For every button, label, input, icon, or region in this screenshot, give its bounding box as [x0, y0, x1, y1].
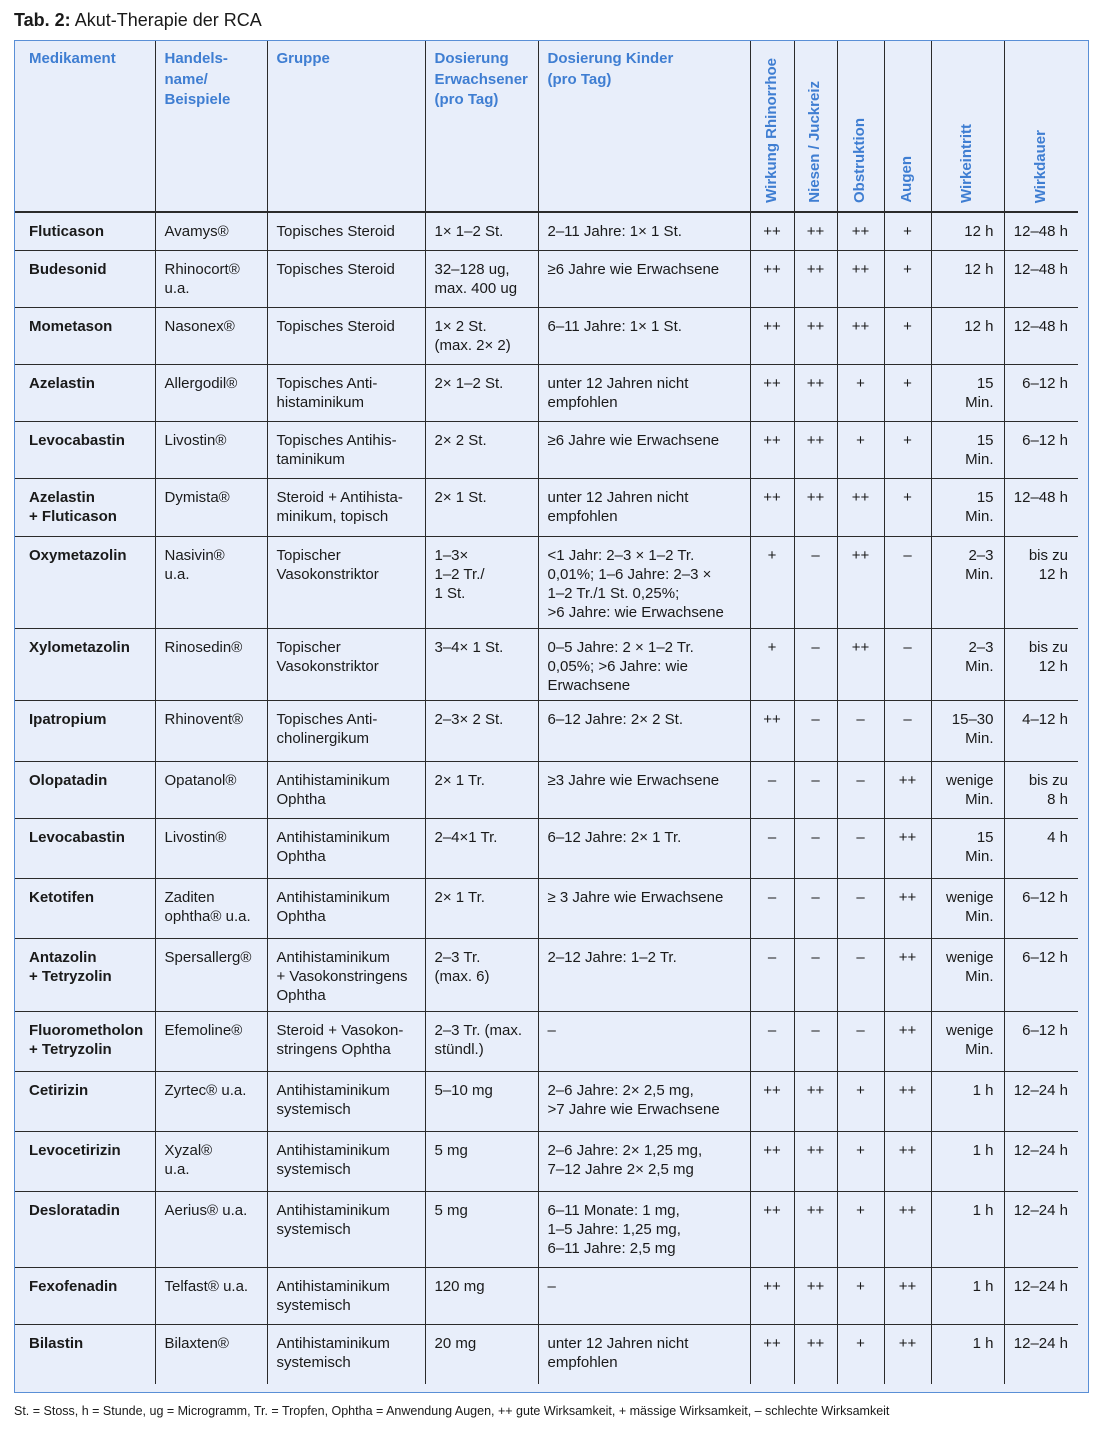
table-row: [15, 1267, 1078, 1324]
cell-obstruktion: ++: [837, 250, 884, 307]
cell-niesen-juckreiz: –: [794, 700, 837, 761]
cell-handelsname: Rinosedin®: [155, 628, 267, 700]
cell-medikament: Cetirizin: [15, 1071, 155, 1131]
cell-wirkdauer: 12–48 h: [1004, 212, 1078, 250]
header-dosierung-kinder: Dosierung Kinder (pro Tag): [538, 41, 750, 212]
table-row: [15, 1324, 1078, 1384]
cell-wirkdauer: 12–24 h: [1004, 1267, 1078, 1324]
table-frame: [14, 40, 1089, 1393]
cell-dosierung-erwachsene: 5–10 mg: [425, 1071, 538, 1131]
cell-wirkeintritt: 15 Min.: [931, 478, 1004, 536]
cell-wirkdauer: 12–24 h: [1004, 1191, 1078, 1267]
cell-handelsname: Allergodil®: [155, 364, 267, 421]
table-caption: [14, 10, 262, 31]
cell-augen: ++: [884, 1267, 931, 1324]
cell-wirkeintritt: 15–30 Min.: [931, 700, 1004, 761]
cell-augen: +: [884, 421, 931, 478]
cell-dosierung-erwachsene: 1× 2 St. (max. 2× 2): [425, 307, 538, 364]
cell-dosierung-erwachsene: 3–4× 1 St.: [425, 628, 538, 700]
cell-dosierung-kinder: ≥ 3 Jahre wie Erwachsene: [538, 878, 750, 938]
cell-augen: +: [884, 307, 931, 364]
cell-gruppe: Antihistaminikum Ophtha: [267, 818, 425, 878]
cell-wirkeintritt: wenige Min.: [931, 938, 1004, 1011]
header-wirkdauer: Wirkdauer: [1004, 41, 1078, 212]
cell-dosierung-erwachsene: 2–3× 2 St.: [425, 700, 538, 761]
cell-medikament: Desloratadin: [15, 1191, 155, 1267]
cell-dosierung-kinder: unter 12 Jahren nicht empfohlen: [538, 364, 750, 421]
cell-niesen-juckreiz: ++: [794, 1131, 837, 1191]
cell-augen: ++: [884, 878, 931, 938]
header-row: [15, 41, 1078, 212]
cell-dosierung-kinder: unter 12 Jahren nicht empfohlen: [538, 478, 750, 536]
table-row: [15, 1011, 1078, 1071]
cell-augen: –: [884, 700, 931, 761]
cell-wirkdauer: 6–12 h: [1004, 421, 1078, 478]
cell-gruppe: Steroid + Antihista- minikum, topisch: [267, 478, 425, 536]
cell-gruppe: Antihistaminikum Ophtha: [267, 761, 425, 818]
cell-niesen-juckreiz: –: [794, 628, 837, 700]
table-row: [15, 478, 1078, 536]
cell-gruppe: Antihistaminikum systemisch: [267, 1267, 425, 1324]
cell-wirkdauer: 12–24 h: [1004, 1324, 1078, 1384]
cell-augen: ++: [884, 1071, 931, 1131]
cell-dosierung-erwachsene: 2–3 Tr. (max. stündl.): [425, 1011, 538, 1071]
cell-gruppe: Topisches Antihis- taminikum: [267, 421, 425, 478]
cell-gruppe: Antihistaminikum systemisch: [267, 1131, 425, 1191]
cell-obstruktion: –: [837, 700, 884, 761]
cell-augen: ++: [884, 761, 931, 818]
cell-wirkdauer: 12–48 h: [1004, 307, 1078, 364]
caption-title: Akut-Therapie der RCA: [74, 10, 262, 30]
cell-medikament: Oxymetazolin: [15, 536, 155, 628]
caption-label: Tab. 2:: [14, 10, 71, 30]
cell-handelsname: Zaditen ophtha® u.a.: [155, 878, 267, 938]
cell-wirkdauer: 12–48 h: [1004, 250, 1078, 307]
cell-niesen-juckreiz: ++: [794, 1324, 837, 1384]
cell-niesen-juckreiz: ++: [794, 1071, 837, 1131]
cell-dosierung-erwachsene: 20 mg: [425, 1324, 538, 1384]
cell-handelsname: Dymista®: [155, 478, 267, 536]
header-gruppe: Gruppe: [267, 41, 425, 212]
cell-handelsname: Aerius® u.a.: [155, 1191, 267, 1267]
cell-augen: ++: [884, 818, 931, 878]
header-obstruktion: Obstruktion: [837, 41, 884, 212]
cell-medikament: Budesonid: [15, 250, 155, 307]
cell-wirkdauer: bis zu 12 h: [1004, 628, 1078, 700]
table-row: [15, 364, 1078, 421]
cell-medikament: Olopatadin: [15, 761, 155, 818]
cell-gruppe: Topisches Steroid: [267, 212, 425, 250]
cell-dosierung-kinder: 0–5 Jahre: 2 × 1–2 Tr. 0,05%; >6 Jahre: wie Erwachsene: [538, 628, 750, 700]
cell-niesen-juckreiz: ++: [794, 250, 837, 307]
cell-gruppe: Topisches Steroid: [267, 250, 425, 307]
cell-niesen-juckreiz: ++: [794, 1267, 837, 1324]
cell-dosierung-erwachsene: 2–3 Tr. (max. 6): [425, 938, 538, 1011]
cell-medikament: Bilastin: [15, 1324, 155, 1384]
cell-handelsname: Spersallerg®: [155, 938, 267, 1011]
cell-medikament: Mometason: [15, 307, 155, 364]
table-row: [15, 938, 1078, 1011]
cell-dosierung-kinder: 6–12 Jahre: 2× 2 St.: [538, 700, 750, 761]
cell-augen: ++: [884, 1324, 931, 1384]
table-row: [15, 1071, 1078, 1131]
cell-wirkdauer: 12–24 h: [1004, 1131, 1078, 1191]
cell-augen: +: [884, 212, 931, 250]
table-row: [15, 536, 1078, 628]
cell-handelsname: Livostin®: [155, 818, 267, 878]
table-row: [15, 307, 1078, 364]
cell-augen: +: [884, 364, 931, 421]
cell-medikament: Levocetirizin: [15, 1131, 155, 1191]
cell-dosierung-erwachsene: 120 mg: [425, 1267, 538, 1324]
cell-dosierung-kinder: 2–6 Jahre: 2× 2,5 mg, >7 Jahre wie Erwachsene: [538, 1071, 750, 1131]
cell-wirkdauer: 6–12 h: [1004, 938, 1078, 1011]
cell-obstruktion: +: [837, 1267, 884, 1324]
cell-obstruktion: –: [837, 1011, 884, 1071]
cell-rhinorrhoe: ++: [750, 421, 794, 478]
cell-rhinorrhoe: –: [750, 1011, 794, 1071]
cell-rhinorrhoe: ++: [750, 212, 794, 250]
cell-dosierung-erwachsene: 2× 1–2 St.: [425, 364, 538, 421]
cell-wirkdauer: 12–48 h: [1004, 478, 1078, 536]
cell-medikament: Fluorometholon + Tetryzolin: [15, 1011, 155, 1071]
cell-obstruktion: +: [837, 364, 884, 421]
cell-gruppe: Topischer Vasokonstriktor: [267, 536, 425, 628]
cell-dosierung-kinder: 6–12 Jahre: 2× 1 Tr.: [538, 818, 750, 878]
cell-obstruktion: +: [837, 1324, 884, 1384]
cell-handelsname: Rhinocort® u.a.: [155, 250, 267, 307]
cell-rhinorrhoe: ++: [750, 250, 794, 307]
cell-wirkeintritt: 15 Min.: [931, 818, 1004, 878]
cell-handelsname: Rhinovent®: [155, 700, 267, 761]
cell-rhinorrhoe: –: [750, 818, 794, 878]
cell-obstruktion: –: [837, 938, 884, 1011]
cell-wirkdauer: 4 h: [1004, 818, 1078, 878]
cell-medikament: Levocabastin: [15, 421, 155, 478]
cell-augen: –: [884, 536, 931, 628]
cell-gruppe: Topisches Anti- histaminikum: [267, 364, 425, 421]
cell-obstruktion: –: [837, 818, 884, 878]
cell-wirkdauer: 6–12 h: [1004, 364, 1078, 421]
table-row: [15, 761, 1078, 818]
cell-dosierung-erwachsene: 2× 1 Tr.: [425, 761, 538, 818]
cell-rhinorrhoe: –: [750, 761, 794, 818]
cell-gruppe: Antihistaminikum Ophtha: [267, 878, 425, 938]
cell-augen: ++: [884, 938, 931, 1011]
cell-obstruktion: ++: [837, 212, 884, 250]
cell-wirkeintritt: 12 h: [931, 212, 1004, 250]
cell-rhinorrhoe: ++: [750, 364, 794, 421]
cell-medikament: Antazolin + Tetryzolin: [15, 938, 155, 1011]
cell-obstruktion: +: [837, 1071, 884, 1131]
cell-dosierung-erwachsene: 2× 1 Tr.: [425, 878, 538, 938]
cell-dosierung-kinder: ≥6 Jahre wie Erwachsene: [538, 421, 750, 478]
cell-dosierung-kinder: –: [538, 1267, 750, 1324]
cell-wirkeintritt: wenige Min.: [931, 878, 1004, 938]
cell-wirkeintritt: wenige Min.: [931, 761, 1004, 818]
cell-gruppe: Antihistaminikum systemisch: [267, 1191, 425, 1267]
cell-dosierung-kinder: 2–12 Jahre: 1–2 Tr.: [538, 938, 750, 1011]
cell-handelsname: Telfast® u.a.: [155, 1267, 267, 1324]
cell-augen: ++: [884, 1011, 931, 1071]
cell-niesen-juckreiz: –: [794, 818, 837, 878]
cell-gruppe: Topisches Steroid: [267, 307, 425, 364]
cell-dosierung-erwachsene: 1–3× 1–2 Tr./ 1 St.: [425, 536, 538, 628]
cell-niesen-juckreiz: –: [794, 878, 837, 938]
cell-rhinorrhoe: ++: [750, 1267, 794, 1324]
cell-dosierung-kinder: 2–6 Jahre: 2× 1,25 mg, 7–12 Jahre 2× 2,5 mg: [538, 1131, 750, 1191]
cell-augen: ++: [884, 1191, 931, 1267]
cell-niesen-juckreiz: –: [794, 938, 837, 1011]
cell-rhinorrhoe: ++: [750, 1071, 794, 1131]
cell-wirkdauer: 6–12 h: [1004, 878, 1078, 938]
header-wirkeintritt: Wirkeintritt: [931, 41, 1004, 212]
cell-gruppe: Topisches Anti- cholinergikum: [267, 700, 425, 761]
cell-rhinorrhoe: +: [750, 628, 794, 700]
cell-handelsname: Avamys®: [155, 212, 267, 250]
cell-dosierung-kinder: –: [538, 1011, 750, 1071]
cell-dosierung-erwachsene: 2–4×1 Tr.: [425, 818, 538, 878]
cell-wirkeintritt: 1 h: [931, 1071, 1004, 1131]
cell-niesen-juckreiz: –: [794, 536, 837, 628]
cell-niesen-juckreiz: ++: [794, 212, 837, 250]
cell-medikament: Fluticason: [15, 212, 155, 250]
cell-dosierung-kinder: <1 Jahr: 2–3 × 1–2 Tr. 0,01%; 1–6 Jahre: 2–3 × 1–2 Tr./1 St. 0,25%; >6 Jahre: wie Erwachsene: [538, 536, 750, 628]
cell-obstruktion: ++: [837, 307, 884, 364]
cell-gruppe: Topischer Vasokonstriktor: [267, 628, 425, 700]
cell-niesen-juckreiz: ++: [794, 421, 837, 478]
cell-rhinorrhoe: ++: [750, 1131, 794, 1191]
cell-gruppe: Antihistaminikum systemisch: [267, 1071, 425, 1131]
header-dosierung-erwachsene: Dosierung Erwachsener (pro Tag): [425, 41, 538, 212]
cell-niesen-juckreiz: ++: [794, 307, 837, 364]
cell-augen: +: [884, 478, 931, 536]
cell-gruppe: Steroid + Vasokon- stringens Ophtha: [267, 1011, 425, 1071]
cell-medikament: Xylometazolin: [15, 628, 155, 700]
table-row: [15, 878, 1078, 938]
cell-medikament: Azelastin: [15, 364, 155, 421]
cell-dosierung-kinder: ≥3 Jahre wie Erwachsene: [538, 761, 750, 818]
cell-niesen-juckreiz: –: [794, 1011, 837, 1071]
header-handelsname: Handels- name/ Beispiele: [155, 41, 267, 212]
cell-wirkeintritt: 1 h: [931, 1267, 1004, 1324]
cell-niesen-juckreiz: –: [794, 761, 837, 818]
footnote: St. = Stoss, h = Stunde, ug = Microgramm, Tr. = Tropfen, Ophtha = Anwendung Augen, ++ gute Wirksamkeit, + mässige Wirksamkeit, – schlechte Wirksamkeit: [14, 1404, 890, 1418]
cell-wirkeintritt: wenige Min.: [931, 1011, 1004, 1071]
table-row: [15, 250, 1078, 307]
cell-medikament: Ketotifen: [15, 878, 155, 938]
cell-handelsname: Opatanol®: [155, 761, 267, 818]
cell-gruppe: Antihistaminikum systemisch: [267, 1324, 425, 1384]
cell-rhinorrhoe: ++: [750, 700, 794, 761]
cell-handelsname: Efemoline®: [155, 1011, 267, 1071]
cell-wirkdauer: 6–12 h: [1004, 1011, 1078, 1071]
cell-wirkeintritt: 1 h: [931, 1324, 1004, 1384]
cell-rhinorrhoe: +: [750, 536, 794, 628]
cell-handelsname: Xyzal® u.a.: [155, 1131, 267, 1191]
cell-rhinorrhoe: –: [750, 878, 794, 938]
table-row: [15, 421, 1078, 478]
table-row: [15, 1131, 1078, 1191]
header-augen: Augen: [884, 41, 931, 212]
header-medikament: Medikament: [29, 50, 116, 67]
cell-rhinorrhoe: ++: [750, 478, 794, 536]
cell-dosierung-kinder: ≥6 Jahre wie Erwachsene: [538, 250, 750, 307]
cell-niesen-juckreiz: ++: [794, 364, 837, 421]
cell-niesen-juckreiz: ++: [794, 1191, 837, 1267]
cell-obstruktion: ++: [837, 628, 884, 700]
cell-handelsname: Bilaxten®: [155, 1324, 267, 1384]
cell-dosierung-erwachsene: 32–128 ug, max. 400 ug: [425, 250, 538, 307]
cell-rhinorrhoe: –: [750, 938, 794, 1011]
header-wirkung-rhinorrhoe: Wirkung Rhinorrhoe: [750, 41, 794, 212]
cell-dosierung-erwachsene: 5 mg: [425, 1191, 538, 1267]
cell-wirkeintritt: 15 Min.: [931, 421, 1004, 478]
header-niesen-juckreiz: Niesen / Juckreiz: [794, 41, 837, 212]
table-row: [15, 1191, 1078, 1267]
cell-obstruktion: +: [837, 421, 884, 478]
cell-wirkeintritt: 1 h: [931, 1131, 1004, 1191]
cell-wirkeintritt: 15 Min.: [931, 364, 1004, 421]
cell-wirkeintritt: 1 h: [931, 1191, 1004, 1267]
cell-obstruktion: +: [837, 1191, 884, 1267]
table-row: [15, 628, 1078, 700]
cell-medikament: Azelastin + Fluticason: [15, 478, 155, 536]
cell-wirkdauer: bis zu 8 h: [1004, 761, 1078, 818]
table-row: [15, 212, 1078, 250]
cell-medikament: Fexofenadin: [15, 1267, 155, 1324]
therapy-table: [15, 41, 1078, 1384]
cell-wirkeintritt: 12 h: [931, 307, 1004, 364]
cell-dosierung-kinder: unter 12 Jahren nicht empfohlen: [538, 1324, 750, 1384]
cell-augen: +: [884, 250, 931, 307]
cell-wirkdauer: 12–24 h: [1004, 1071, 1078, 1131]
cell-dosierung-erwachsene: 1× 1–2 St.: [425, 212, 538, 250]
cell-obstruktion: ++: [837, 536, 884, 628]
cell-gruppe: Antihistaminikum + Vasokonstringens Ophtha: [267, 938, 425, 1011]
table-row: [15, 818, 1078, 878]
cell-obstruktion: –: [837, 878, 884, 938]
cell-wirkeintritt: 2–3 Min.: [931, 536, 1004, 628]
cell-augen: –: [884, 628, 931, 700]
table-row: [15, 700, 1078, 761]
cell-dosierung-erwachsene: 2× 2 St.: [425, 421, 538, 478]
cell-wirkeintritt: 2–3 Min.: [931, 628, 1004, 700]
cell-rhinorrhoe: ++: [750, 1191, 794, 1267]
cell-dosierung-erwachsene: 5 mg: [425, 1131, 538, 1191]
cell-dosierung-kinder: 6–11 Jahre: 1× 1 St.: [538, 307, 750, 364]
table-body: [15, 212, 1078, 1384]
cell-medikament: Levocabastin: [15, 818, 155, 878]
cell-wirkdauer: 4–12 h: [1004, 700, 1078, 761]
cell-wirkdauer: bis zu 12 h: [1004, 536, 1078, 628]
cell-rhinorrhoe: ++: [750, 307, 794, 364]
cell-niesen-juckreiz: ++: [794, 478, 837, 536]
cell-handelsname: Livostin®: [155, 421, 267, 478]
cell-wirkeintritt: 12 h: [931, 250, 1004, 307]
cell-obstruktion: +: [837, 1131, 884, 1191]
cell-dosierung-kinder: 2–11 Jahre: 1× 1 St.: [538, 212, 750, 250]
cell-obstruktion: ++: [837, 478, 884, 536]
cell-dosierung-kinder: 6–11 Monate: 1 mg, 1–5 Jahre: 1,25 mg, 6–11 Jahre: 2,5 mg: [538, 1191, 750, 1267]
cell-augen: ++: [884, 1131, 931, 1191]
cell-handelsname: Nasivin® u.a.: [155, 536, 267, 628]
cell-handelsname: Zyrtec® u.a.: [155, 1071, 267, 1131]
cell-obstruktion: –: [837, 761, 884, 818]
cell-dosierung-erwachsene: 2× 1 St.: [425, 478, 538, 536]
cell-medikament: Ipatropium: [15, 700, 155, 761]
cell-rhinorrhoe: ++: [750, 1324, 794, 1384]
cell-handelsname: Nasonex®: [155, 307, 267, 364]
